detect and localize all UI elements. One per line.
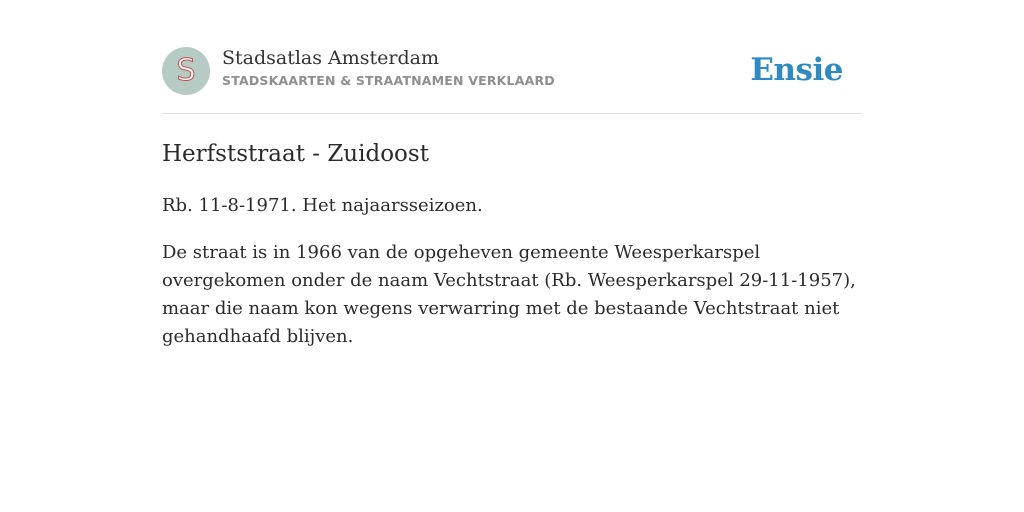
site-brand <box>222 46 555 89</box>
ensie-logo[interactable]: Ensie <box>750 52 843 88</box>
article <box>162 114 862 351</box>
avatar-letter: S <box>176 52 196 88</box>
article-title: Herfststraat - Zuidoost <box>162 141 429 167</box>
content-container <box>162 0 862 351</box>
site-subtitle: STADSKAARTEN & STRAATNAMEN VERKLAARD <box>222 73 555 88</box>
site-title[interactable]: Stadsatlas Amsterdam <box>222 47 440 69</box>
article-paragraph-2: De straat is in 1966 van de opgeheven gemeente Weesperkarspel overgekomen onder de naam Vechtstraat (Rb. Weesperkarspel 29-11-1957), maar die naam kon wegens verwarring met de bestaande Vechtstraat niet gehandhaafd blijven. <box>162 242 856 347</box>
article-paragraph-1: Rb. 11-8-1971. Het najaarsseizoen. <box>162 195 483 216</box>
avatar[interactable] <box>162 47 210 95</box>
site-header <box>162 0 862 114</box>
